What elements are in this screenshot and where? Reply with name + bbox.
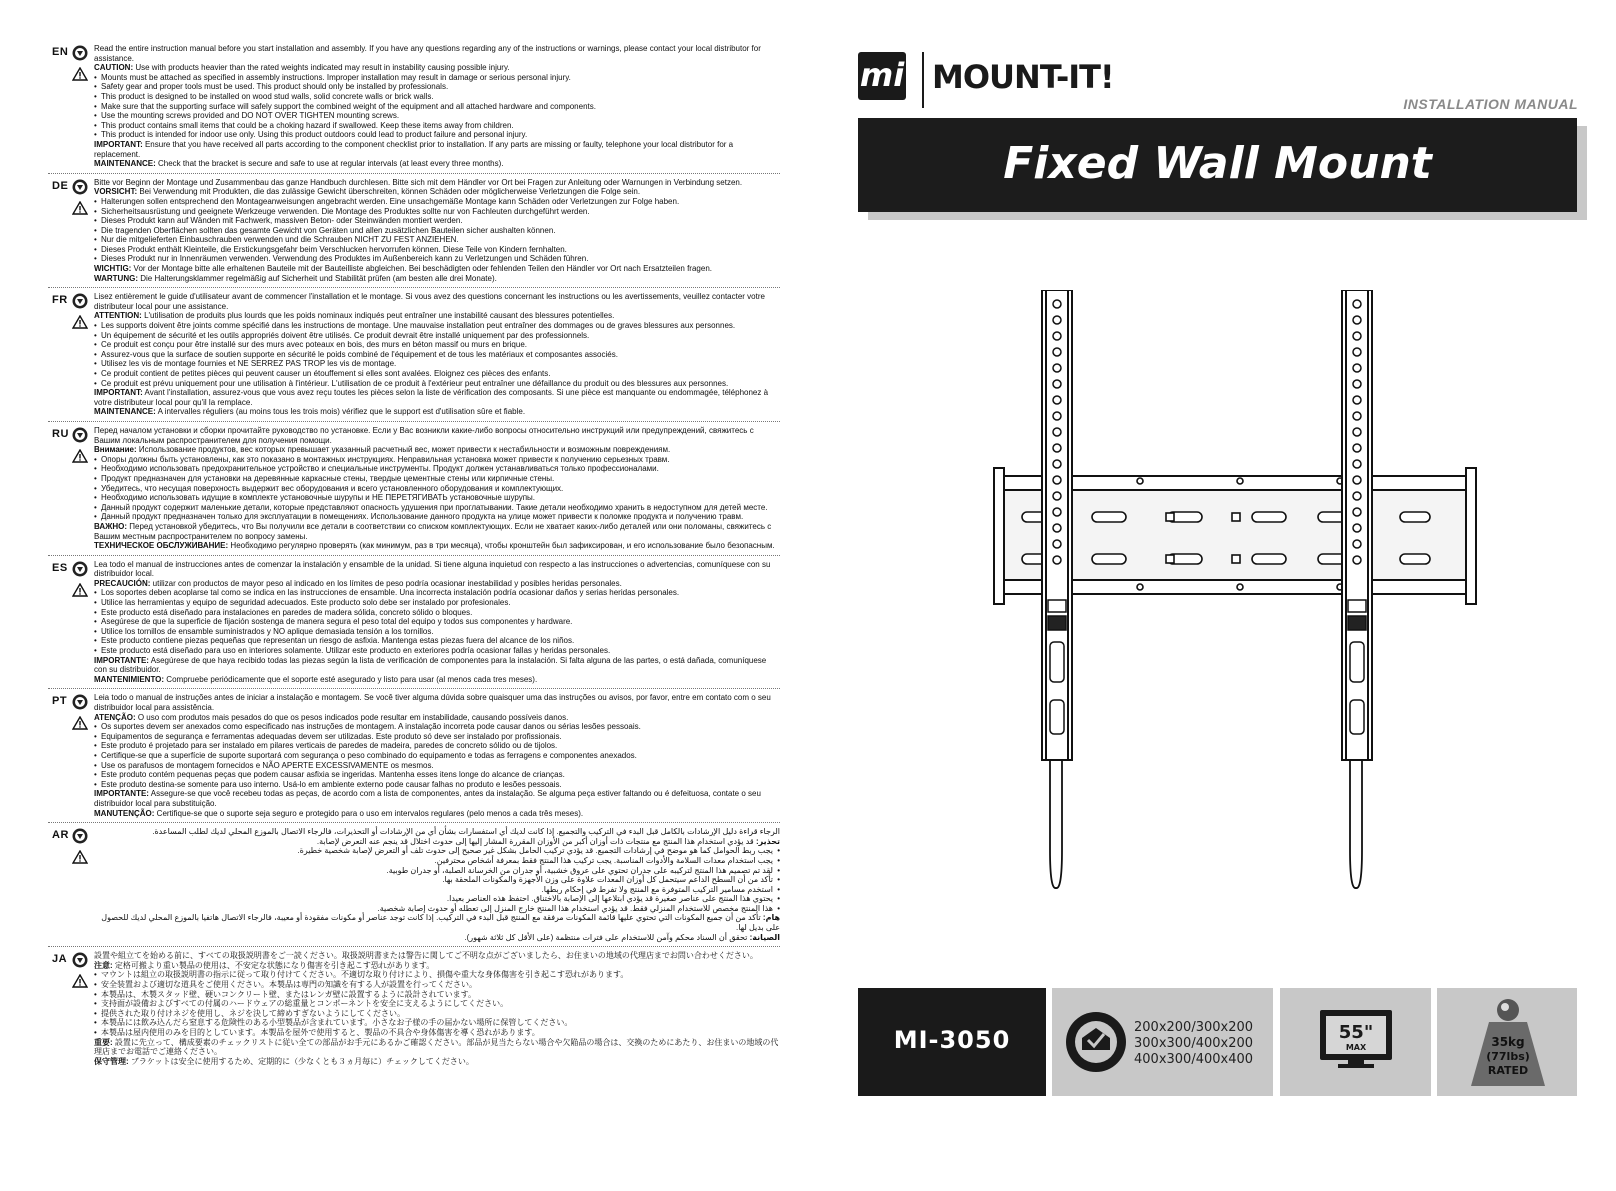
warning-list [94, 588, 780, 655]
maintenance-paragraph-label: MAINTENANCE: [94, 159, 156, 169]
maintenance-paragraph-text: Die Halterungsklammer regelmäßig auf Sicherheit und Stabilität prüfen (am besten alle drei Monate). [138, 273, 497, 283]
list-item: • Este produto é projetado para ser instalado em pilares verticais de paredes de madeira, paredes de concreto sólido ou de tijolos. [94, 741, 780, 751]
list-item: • 本製品には飲み込んだら窒息する危険性のある小型製品が含まれています。小さなお子様の手の届かない場所に保管してください。 [94, 1018, 780, 1028]
vesa-spec-box [1052, 988, 1273, 1096]
intro-paragraph-text: Перед началом установки и сборки прочитайте руководство по установке. Если у Вас возникли какие-либо вопросы относительно инструкций или предупреждений, свяжитесь с Вашим локальным распространителем для получения помощи. [94, 425, 754, 445]
info-circle-icon [72, 828, 88, 844]
info-circle-icon [72, 427, 88, 443]
lang-section-ar [48, 827, 780, 947]
list-item: • This product is intended for indoor use only. Using this product outdoors could lead to product failure and personal injury. [94, 130, 780, 140]
maintenance-paragraph [94, 541, 780, 551]
important-paragraph-label: IMPORTANTE: [94, 655, 149, 665]
warning-list [94, 722, 780, 789]
lang-code: DE [52, 179, 69, 192]
warning-triangle-icon [72, 201, 88, 215]
caution-paragraph-text: Use with products heavier than the rated weights indicated may result in instability causing possible injury. [133, 63, 510, 73]
caution-paragraph-text: 定格可搬より重い製品の使用は、不安定な状態になり傷害を引き起こす恐れがあります。 [112, 960, 435, 970]
info-circle-icon [72, 561, 88, 577]
left-safety-strap [1050, 760, 1062, 888]
lang-code: JA [52, 953, 68, 966]
important-paragraph [94, 913, 780, 932]
list-item: • Nur die mitgelieferten Einbauschrauben verwenden und die Schrauben NICHT ZU FEST ANZIEHEN. [94, 235, 780, 245]
important-paragraph-text: Avant l'installation, assurez-vous que vous avez reçu toutes les pièces selon la liste de vérification des composants. Si une pièce est manquante ou endommagée, téléphonez à votre distributeur local pour qu'il la remplace. [94, 388, 769, 407]
list-item: • 支持面が設備およびすべての付属のハードウェアの総重量とコンポーネントを安全に支えるようにしてください。 [94, 999, 780, 1009]
intro-paragraph-text: Read the entire instruction manual before you start installation and assembly. If you have any questions regarding any of the instructions or warnings, please contact your local distributor for assistance. [94, 44, 761, 63]
list-item: • 本製品は屋内使用のみを目的としています。本製品を屋外で使用すると、製品の不具合や身体傷害を導く恐れがあります。 [94, 1028, 780, 1038]
caution-paragraph-text: Bei Verwendung mit Produkten, die das zulässige Gewicht überschreiten, können Schäden oder möglicherweise Verletzungen die Folge sein. [137, 187, 641, 197]
important-paragraph-text: Ensure that you have received all parts according to the component checklist prior to installation. If any parts are missing or faulty, telephone your local distributor for a replacement. [94, 139, 734, 159]
warning-list [94, 970, 780, 1037]
list-item: • Les supports doivent être joints comme spécifié dans les instructions de montage. Une mauvaise installation peut entraîner des dommages ou de graves blessures aux personnes. [94, 321, 780, 331]
caution-paragraph-text: قد يؤدي استخدام هذا المنتج مع منتجات ذات أوزان أكبر من الأوزان المقررة المشار إليها إلى حدوث اختلال قد ينجم عنه التعرض لإصابة. [316, 836, 756, 846]
list-item: • Sicherheitsausrüstung und geeignete Werkzeuge verwenden. Die Montage des Produktes sollte nur von Fachleuten durchgeführt werden. [94, 207, 780, 217]
important-paragraph-text: Asegúrese de que haya recibido todas las piezas según la lista de verificación de componentes para la instalación. Si falta alguna de las partes, o está dañada, comuníquese con su distribuidor. [94, 655, 767, 675]
important-paragraph [94, 656, 780, 675]
intro-paragraph [94, 426, 780, 445]
caution-paragraph [94, 579, 780, 589]
maintenance-paragraph-label: MANTENIMIENTO: [94, 674, 165, 684]
lang-section-es [48, 560, 780, 690]
maintenance-paragraph [94, 1057, 780, 1067]
warning-triangle-icon [72, 583, 88, 597]
list-item: • Ce produit est conçu pour être installé sur des murs avec poteaux en bois, des murs en béton massif ou murs en brique. [94, 340, 780, 350]
intro-paragraph-text: الرجاء قراءة دليل الإرشادات بالكامل قبل البدء في التركيب والتجميع. إذا كانت لديك أي استفسارات بشأن أي من الإرشادات أو التحذيرات، فالرجاء الاتصال بالموزع المحلي لديك لطلب المساعدة. [152, 827, 780, 837]
caution-paragraph-label: Внимание: [94, 445, 137, 455]
lang-section-pt [48, 693, 780, 823]
important-paragraph-text: Assegure-se que você recebeu todas as peças, de acordo com a lista de componentes, antes da instalação. Se alguma peça estiver faltando ou é defeituosa, contate o seu distribuidor local para substituição. [94, 789, 761, 808]
warning-triangle-icon [72, 716, 88, 730]
brand-name: MOUNT-IT! [932, 58, 1114, 96]
list-item: • هذا المنتج مخصص للاستخدام المنزلي فقط. قد يؤدي استخدام هذا المنتج خارج المنزل إلى تعطله أو حدوث إصابة شخصية. [94, 904, 780, 914]
caution-paragraph-text: L'utilisation de produits plus lourds que les poids nominaux indiqués peut entraîner une instabilité causant des blessures potentielles. [141, 311, 615, 321]
list-item: • Este producto contiene piezas pequeñas que representan un riesgo de asfixia. Mantenga estas piezas fuera del alcance de los niños. [94, 636, 780, 646]
list-item: • Ce produit contient de petites pièces qui peuvent causer un étouffement si elles sont avalées. Eloignez ces pièces des enfants. [94, 369, 780, 379]
weight-icon [1467, 996, 1549, 1090]
intro-paragraph-text: Lea todo el manual de instrucciones antes de comenzar la instalación y ensamble de la unidad. Si tiene alguna inquietud con respecto a las instrucciones o advertencias, comuníquese con su distribuidor local. [94, 559, 771, 579]
lang-code: EN [52, 46, 69, 58]
info-circle-icon [72, 293, 88, 309]
vesa-pattern: 200x200/300x200 [1134, 1020, 1254, 1035]
list-item: • Необходимо использовать предохранительное устройство и специальные инструменты. Продукт должен устанавливаться только профессионалами. [94, 464, 780, 474]
important-paragraph [94, 1038, 780, 1057]
warning-list [94, 455, 780, 522]
maintenance-paragraph-text: Необходимо регулярно проверять (как минимум, раз в три месяца), чтобы кронштейн был зафиксирован, и его использование было безопасным. [228, 541, 775, 551]
important-paragraph-label: هام: [762, 913, 780, 923]
lang-section-ru [48, 426, 780, 556]
brand-logo [858, 52, 1138, 108]
list-item: • Опоры должны быть установлены, как это показано в монтажных инструкциях. Неправильная установка может привести к получению серьезных травм. [94, 455, 780, 465]
list-item: • Os suportes devem ser anexados como especificado nas instruções de montagem. A instalação incorreta pode causar danos ou sérias lesões pessoais. [94, 722, 780, 732]
list-item: • 安全装置および適切な道具をご使用ください。本製品は専門の知識を有する人が設置を行ってください。 [94, 980, 780, 990]
caution-paragraph-text: utilizar con productos de mayor peso al indicado en los límites de peso podría ocasionar inestabilidad y posibles heridas personales. [150, 578, 622, 588]
lang-code: FR [52, 294, 68, 307]
product-title: Fixed Wall Mount [1003, 138, 1432, 189]
list-item: • Ce produit est prévu uniquement pour une utilisation à l'intérieur. L'utilisation de ce produit à l'extérieur peut entraîner une défaillance du produit ou des blessures aux personnes. [94, 379, 780, 389]
important-paragraph [94, 388, 780, 407]
model-box [858, 988, 1046, 1096]
warning-triangle-icon [72, 974, 88, 988]
important-paragraph [94, 264, 780, 274]
list-item: • يجب ربط الحوامل كما هو موضح في إرشادات التجميع. قد يؤدي تركيب الحامل بشكل غير صحيح إلى حدوث تلف أو التعرض لإصابة شخصية خطيرة. [94, 846, 780, 856]
caution-paragraph-label: ATENÇÃO: [94, 712, 136, 722]
warning-triangle-icon [72, 315, 88, 329]
list-item: • Certifique-se que a superfície de suporte suportará com segurança o peso combinado do equipamento e todas as ferragens e componentes anexados. [94, 751, 780, 761]
vesa-pattern: 400x300/400x400 [1134, 1052, 1254, 1067]
list-item: • Необходимо использовать идущие в комплекте установочные шурупы и НЕ ПЕРЕТЯГИВАТЬ установочные шурупы. [94, 493, 780, 503]
model-number: MI-3050 [893, 1026, 1011, 1054]
list-item: • This product contains small items that could be a choking hazard if swallowed. Keep these items away from children. [94, 121, 780, 131]
list-item: • Mounts must be attached as specified in assembly instructions. Improper installation may result in damage or serious personal injury. [94, 73, 780, 83]
important-paragraph-label: ВАЖНО: [94, 521, 128, 531]
list-item: • Este produto destina-se somente para uso interno. Usá-lo em ambiente externo pode causar falhas no produto e lesões pessoais. [94, 780, 780, 790]
lang-code: ES [52, 561, 68, 574]
max-screen-label: MAX [1345, 1043, 1367, 1052]
warning-triangle-icon [72, 850, 88, 864]
maintenance-paragraph-label: الصيانة: [749, 932, 780, 942]
important-paragraph-label: 重要: [94, 1037, 113, 1047]
caution-paragraph-label: تحذير: [755, 836, 780, 846]
maintenance-paragraph [94, 407, 780, 417]
warning-list [94, 73, 780, 140]
important-paragraph-text: Перед установкой убедитесь, что Вы получили все детали в соответствии со списком комплектующих. Если не хватает каких-либо деталей или они поломаны, свяжитесь с Вашим местным распространителем по вопросу замены. [94, 521, 772, 541]
vesa-compliant-icon [1064, 1010, 1128, 1074]
important-paragraph-label: IMPORTANTE: [94, 789, 149, 799]
maintenance-paragraph-text: Certifique-se que o suporte seja seguro e protegido para o uso em intervalos regulares (pelo menos a cada três meses). [154, 808, 584, 818]
caution-paragraph-label: ATTENTION: [94, 311, 142, 321]
list-item: • Make sure that the supporting surface will safely support the combined weight of the equipment and all attached hardware and components. [94, 102, 780, 112]
maintenance-paragraph-text: Check that the bracket is secure and safe to use at regular intervals (at least every three months). [155, 159, 504, 169]
warning-list [94, 197, 780, 264]
left-tv-bracket [1042, 290, 1072, 760]
maintenance-paragraph [94, 809, 780, 819]
lang-code: AR [52, 829, 69, 842]
list-item: • لقد تم تصميم هذا المنتج لتركيبه على جدران تحتوي على عروق خشبية، أو جدران من الخرسانة الصلبة، أو جدران طوبية. [94, 866, 780, 876]
intro-paragraph [94, 951, 780, 961]
important-paragraph-label: WICHTIG: [94, 264, 132, 274]
warning-list [94, 321, 780, 388]
list-item: • Safety gear and proper tools must be used. This product should only be installed by professionals. [94, 82, 780, 92]
maintenance-paragraph-label: WARTUNG: [94, 273, 138, 283]
list-item: • Убедитесь, что несущая поверхность выдержит вес оборудования и всего установленного оборудования и комплектующих. [94, 484, 780, 494]
list-item: • يحتوي هذا المنتج على عناصر صغيرة قد يؤدي ابتلاعها إلى الإصابة بالاختناق. احتفظ هذه العناصر بعيدا. [94, 894, 780, 904]
list-item: • Dieses Produkt enthält Kleinteile, die Erstickungsgefahr beim Verschlucken hervorrufen können. Diese Teile von Kindern fernhalten. [94, 245, 780, 255]
intro-paragraph-text: 設置や組立てを始める前に、すべての取扱説明書をご一読ください。取扱説明書または警告に関してご不明な点がございましたら、お住まいの地域の代理店までお問い合わせください。 [94, 951, 758, 961]
safety-instructions [48, 44, 780, 1184]
list-item: • تأكد من أن السطح الداعم سيتحمل كل أوزان المعدات علاوة على وزن الأجهزة والمكونات الملحقة بها. [94, 875, 780, 885]
caution-paragraph [94, 961, 780, 971]
caution-paragraph-label: CAUTION: [94, 63, 134, 73]
caution-paragraph [94, 311, 780, 321]
list-item: • This product is designed to be installed on wood stud walls, solid concrete walls or brick walls. [94, 92, 780, 102]
info-circle-icon [72, 952, 88, 968]
intro-paragraph-text: Leia todo o manual de instruções antes de iniciar a instalação e montagem. Se você tiver alguma dúvida sobre quaisquer uma das instruções ou avisos, por favor, entre em contato com o seu distribuidor local para assistência. [94, 693, 771, 712]
vesa-pattern: 300x300/400x200 [1134, 1036, 1254, 1051]
maintenance-paragraph-text: ブラケットは安全に使用するため、定期的に（少なくとも３ヵ月毎に）チェックしてください。 [128, 1056, 474, 1066]
lang-code: PT [52, 695, 68, 708]
list-item: • Este producto está diseñado para uso en interiores solamente. Utilizar este producto en exteriores podría ocasionar fallas y heridas personales. [94, 646, 780, 656]
list-item: • Dieses Produkt nur in Innenräumen verwenden. Verwendung des Produktes im Außenbereich kann zu Verletzungen und Schäden führen. [94, 254, 780, 264]
weight-rated-label: RATED [1487, 1064, 1529, 1077]
maintenance-paragraph-label: ТЕХНИЧЕСКОЕ ОБСЛУЖИВАНИЕ: [94, 541, 229, 551]
important-paragraph-text: تأكد من أن جميع المكونات التي تحتوي عليها قائمة المكونات مرفقة مع المنتج قبل البدء في التركيب. إذا كانت توجد عناصر أو مكونات مفقودة أو معيبة، فالرجاء الاتصال هاتفيا بالموزع المحلي لديك للحصول على بديل لها. [101, 913, 780, 933]
list-item: • Use the mounting screws provided and DO NOT OVER TIGHTEN mounting screws. [94, 111, 780, 121]
maintenance-paragraph-text: A intervalles réguliers (au moins tous les trois mois) vérifiez que le support est d'utilisation sûre et fiable. [155, 407, 526, 417]
maintenance-paragraph [94, 675, 780, 685]
intro-paragraph [94, 44, 780, 63]
list-item: • استخدم مسامير التركيب المتوفرة مع المنتج ولا تفرط في إحكام ربطها. [94, 885, 780, 895]
caution-paragraph-label: 注意: [94, 960, 113, 970]
list-item: • Данный продукт содержит маленькие детали, которые представляют опасность удушения при проглатывании. Такие детали необходимо хранить в недоступном для детей месте. [94, 503, 780, 513]
weight-kg: 35kg [1491, 1035, 1525, 1049]
list-item: • Assurez-vous que la surface de soutien supporte en sécurité le poids combiné de l'équipement et de tous les matériaux et composantes associés. [94, 350, 780, 360]
intro-paragraph [94, 693, 780, 712]
right-safety-strap [1350, 760, 1362, 888]
weight-capacity-box [1437, 988, 1577, 1096]
list-item: • Halterungen sollen entsprechend den Montageanweisungen angebracht werden. Eine unsachgemäße Montage kann Schäden oder Verletzungen zur Folge haben. [94, 197, 780, 207]
list-item: • Este produto contém pequenas peças que podem causar asfixia se ingeridas. Mantenha esses itens longe do alcance de crianças. [94, 770, 780, 780]
tv-screen-icon [1318, 1008, 1394, 1072]
weight-lbs: (77lbs) [1486, 1050, 1530, 1063]
important-paragraph [94, 789, 780, 808]
warning-triangle-icon [72, 67, 88, 81]
maintenance-paragraph [94, 159, 780, 169]
list-item: • 本製品は、木製スタッド壁、硬いコンクリート壁、またはレンガ壁に設置するように設計されています。 [94, 990, 780, 1000]
maintenance-paragraph-text: تحقق أن السناد محكم وآمن للاستخدام على فترات منتظمة (على الأقل كل ثلاثة شهور). [464, 932, 750, 942]
doc-type-label: INSTALLATION MANUAL [1403, 96, 1578, 112]
maintenance-paragraph-text: Compruebe periódicamente que el soporte esté asegurado y listo para usar (al menos cada tres meses). [164, 674, 538, 684]
list-item: • Продукт предназначен для установки на деревянные каркасные стены, твердые цементные стены или кирпичные стены. [94, 474, 780, 484]
caution-paragraph [94, 837, 780, 847]
logo-mark: mi [858, 52, 906, 100]
caution-paragraph-label: VORSICHT: [94, 187, 138, 197]
important-paragraph-label: IMPORTANT: [94, 139, 143, 149]
important-paragraph-text: Vor der Montage bitte alle erhaltenen Bauteile mit der Bauteilliste abgleichen. Bei beschädigten oder fehlenden Teilen den Händler vor Ort nach Ersatzteilen fragen. [131, 264, 712, 274]
vesa-patterns [1134, 1020, 1253, 1068]
warning-triangle-icon [72, 449, 88, 463]
list-item: • Equipamentos de segurança e ferramentas adequadas devem ser utilizadas. Este produto só deve ser instalado por profissionais. [94, 732, 780, 742]
list-item: • Un équipement de sécurité et les outils appropriés doivent être utilisés. Ce produit devrait être installé uniquement par des professionnels. [94, 331, 780, 341]
list-item: • Die tragenden Oberflächen sollten das gesamte Gewicht von Geräten und allen zusätzlichen Bauteilen sicher aushalten können. [94, 226, 780, 236]
list-item: • Данный продукт предназначен только для эксплуатации в помещениях. Использование данного продукта на улице может привести к поломке продукта и получению травм. [94, 512, 780, 522]
caution-paragraph [94, 63, 780, 73]
intro-paragraph [94, 560, 780, 579]
list-item: • Utilice las herramientas y equipo de seguridad adecuados. Este producto solo debe ser instalado por profesionales. [94, 598, 780, 608]
lang-section-fr [48, 292, 780, 422]
caution-paragraph-text: Использование продуктов, вес которых превышает указанный расчетный вес, может привести к нестабильности и возможным повреждениям. [136, 445, 671, 455]
caution-paragraph [94, 445, 780, 455]
list-item: • Asegúrese de que la superficie de fijación sostenga de manera segura el peso total del equipo y todos sus componentes y hardware. [94, 617, 780, 627]
caution-paragraph [94, 713, 780, 723]
right-tv-bracket [1342, 290, 1372, 760]
important-paragraph [94, 140, 780, 159]
list-item: • Este producto está diseñado para instalaciones en paredes de madera sólida, concreto sólido o bloques. [94, 608, 780, 618]
logo-divider [922, 52, 924, 108]
info-circle-icon [72, 179, 88, 195]
lang-section-en [48, 44, 780, 174]
list-item: • Utilice los tornillos de ensamble suministrados y NO aplique demasiada tensión a los tornillos. [94, 627, 780, 637]
list-item: • Los soportes deben acoplarse tal como se indica en las instrucciones de ensamble. Una incorrecta instalación podría ocasionar daños y serias heridas personales. [94, 588, 780, 598]
list-item: • マウントは組立の取扱説明書の指示に従って取り付けてください。不適切な取り付けにより、損傷や重大な身体傷害を引き起こす恐れがあります。 [94, 970, 780, 980]
maintenance-paragraph-label: MAINTENANCE: [94, 407, 156, 417]
important-paragraph-label: IMPORTANT: [94, 388, 143, 398]
warning-list [94, 846, 780, 913]
intro-paragraph-text: Bitte vor Beginn der Montage und Zusammenbau das ganze Handbuch durchlesen. Bitte sich mit dem Händler vor Ort bei Fragen zur Anleitung oder Warnungen in Verbindung setzen. [94, 177, 743, 187]
important-paragraph-text: 設置に先立って、構成要素のチェックリストに従い全ての部品がお手元にあるかご確認ください。部品が見当たらない場合や欠陥品の場合は、交換のためにあたり、お住まいの地域の代理店までお電話でご連絡ください。 [94, 1037, 779, 1057]
info-circle-icon [72, 694, 88, 710]
screen-size-box [1280, 988, 1431, 1096]
lang-section-ja [48, 951, 780, 1070]
maintenance-paragraph [94, 274, 780, 284]
caution-paragraph-label: PRECAUCIÓN: [94, 578, 151, 588]
intro-paragraph-text: Lisez entièrement le guide d'utilisateur avant de commencer l'installation et le montage. Si vous avez des questions concernant les instructions ou les avertissements, veuillez contacter votre distributeur local pour une assistance. [94, 292, 765, 311]
lang-code: RU [52, 427, 69, 440]
wall-mount-drawing [990, 290, 1480, 930]
list-item: • يجب استخدام معدات السلامة والأدوات المناسبة. يجب تركيب هذا المنتج فقط بمعرفة أشخاص محترفين. [94, 856, 780, 866]
list-item: • Utilisez les vis de montage fournies et NE SERREZ PAS TROP les vis de montage. [94, 359, 780, 369]
max-screen-size: 55" [1338, 1022, 1374, 1043]
maintenance-paragraph [94, 933, 780, 943]
info-circle-icon [72, 45, 88, 61]
important-paragraph [94, 522, 780, 541]
intro-paragraph [94, 827, 780, 837]
intro-paragraph [94, 292, 780, 311]
list-item: • 提供された取り付けネジを使用し、ネジを決して締めすぎないようにしてください。 [94, 1009, 780, 1019]
caution-paragraph [94, 187, 780, 197]
title-banner [858, 118, 1577, 212]
list-item: • Use os parafusos de montagem fornecidos e NÃO APERTE EXCESSIVAMENTE os mesmos. [94, 761, 780, 771]
maintenance-paragraph-label: 保守管理: [94, 1056, 129, 1066]
maintenance-paragraph-label: MANUTENÇÃO: [94, 808, 155, 818]
caution-paragraph-text: O uso com produtos mais pesados do que os pesos indicados pode resultar em instabilidade, causando possíveis danos. [135, 712, 569, 722]
intro-paragraph [94, 178, 780, 188]
lang-section-de [48, 178, 780, 289]
list-item: • Dieses Produkt kann auf Wänden mit Fachwerk, massiven Beton- oder Steinwänden montiert werden. [94, 216, 780, 226]
